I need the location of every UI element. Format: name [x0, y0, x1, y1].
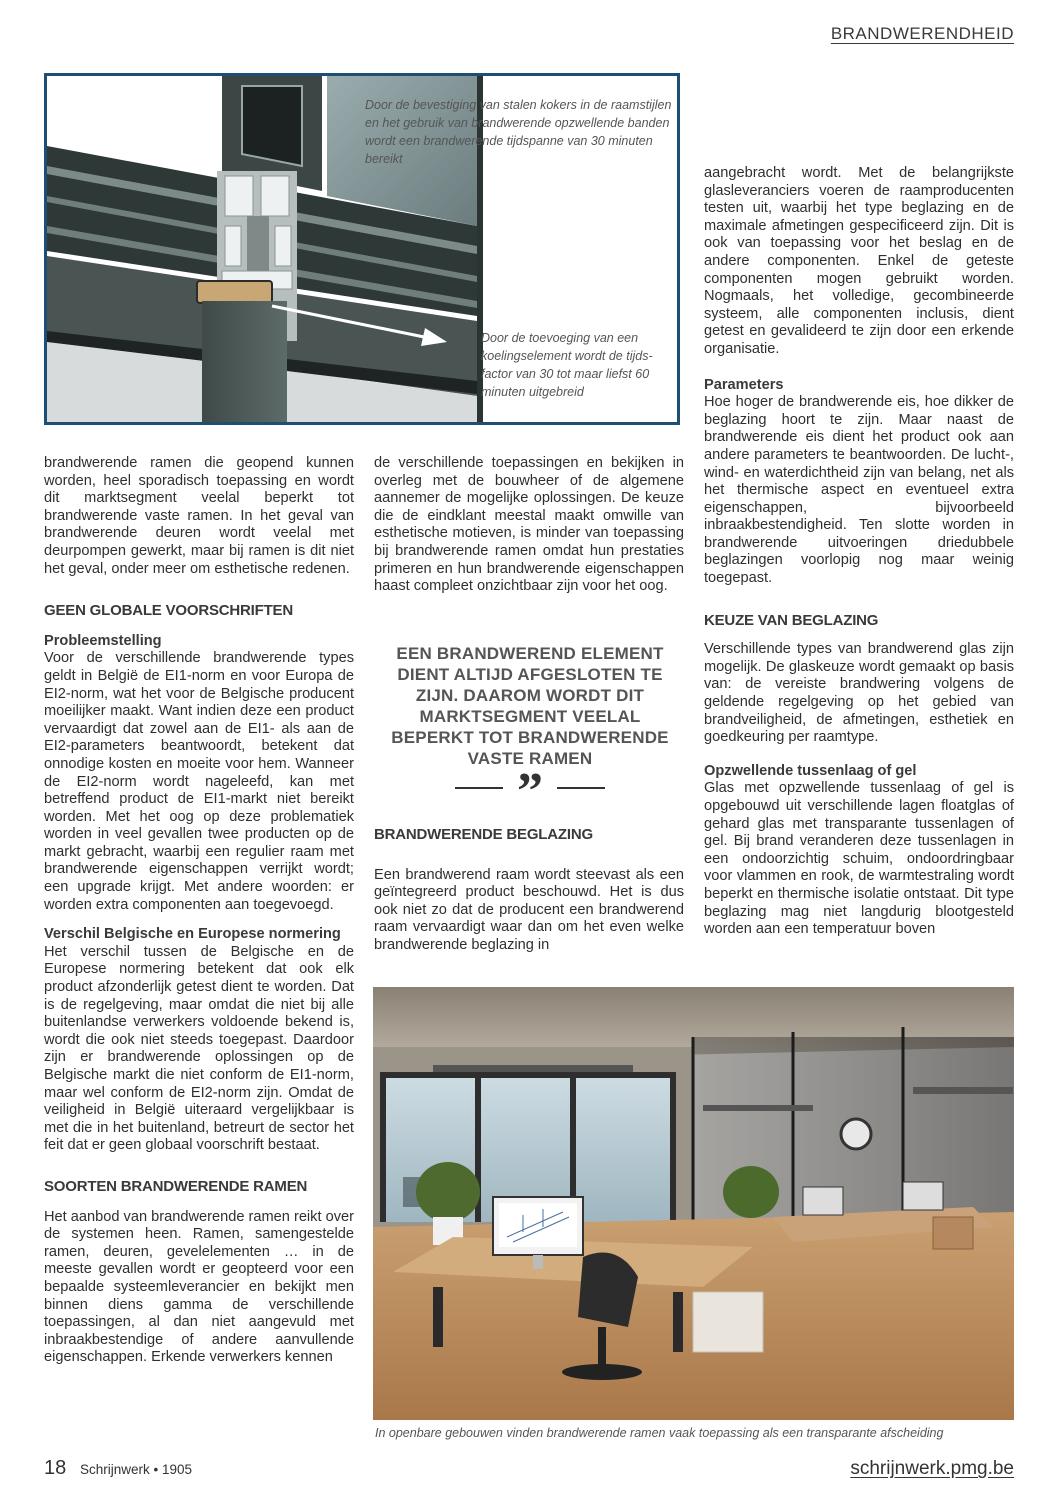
page-number: 18 [44, 1457, 67, 1479]
publication-issue: Schrijnwerk • 1905 [80, 1462, 193, 1477]
office-interior-illustration [373, 987, 1014, 1420]
paragraph: Verschillende types van brandwerend glas zijn mogelijk. De glaskeuze wordt gemaakt op basis van: de vereiste brandwering volgens de geldende regelgeving op het gebied van brandveiligheid, de afmetingen, esthetiek en goedkeuring per raamtype. [704, 641, 1014, 746]
column-2 [374, 455, 684, 596]
subheading-verschil-normering: Verschil Belgische en Europese normering [44, 926, 341, 943]
paragraph: Het verschil tussen de Belgische en de Europese normering betekent dat ook elk product afzonderlijk getest dient te worden. Dat is de regelgeving, maar omdat die niet bij alle buitenlandse verwerkers voldoende bekend is, wordt die ook niet steeds toegepast. Daardoor zijn er brandwerende oplossingen op de Belgische markt die niet conform de EI1-norm, maar wel conform de EI2-norm zijn. Omdat de veiligheid in België uiteraard vergelijkbaar is met die in het buitenland, betreurt de sector het feit dat er geen globaal voorschrift bestaat. [44, 943, 354, 1154]
paragraph: de verschillende toepassingen en bekijken in overleg met de bouwheer of de algemene aannemer de mogelijke oplossingen. De keuze die de eindklant meestal maakt omwille van esthetische motieven, is minder van toepassing bij brandwerende ramen omdat hun prestaties primeren en hun brandwerende eigenschappen haast compleet onzichtbaar zijn voor het oog. [374, 455, 684, 595]
heading-brandwerende-beglazing: BRANDWERENDE BEGLAZING [374, 826, 593, 843]
heading-keuze-van-beglazing: KEUZE VAN BEGLAZING [704, 611, 879, 629]
heading-soorten-brandwerende-ramen: SOORTEN BRANDWERENDE RAMEN [44, 1177, 308, 1195]
paragraph: Een brandwerend raam wordt steevast als een geïntegreerd product beschouwd. Het is dus ook niet zo dat de producent een brandwerend raam vervaardigt waar dan om het even welke brandwerende beglazing in [374, 866, 684, 953]
figure-caption-steel: Door de bevestiging van stalen kokers in de raamstijlen en het gebruik van brandwerende opzwellende banden wordt een brandwerende tijdspanne van 30 minuten bereikt [365, 98, 672, 166]
office-photo [373, 987, 1014, 1420]
quote-rule-right [557, 787, 605, 789]
section-label: BRANDWERENDHEID [830, 24, 1014, 43]
profile-figure [44, 73, 680, 425]
column-2-lower [374, 826, 684, 955]
paragraph: aangebracht wordt. Met de belangrijkste glasleveranciers voeren de raamproducenten testen uit, waarbij het type beglazing en de maximale afmetingen gespecificeerd zijn. Dit is ook van toepassing voor het beslag en de andere componenten. Enkel de geteste componenten mogen gebruikt worden. Nogmaals, het volledige, gecombineerde systeem, alle componenten inclusis, dient getest en gevalideerd te zijn door een erkende organisatie. [704, 165, 1014, 357]
column-3 [704, 165, 1014, 939]
heading-geen-globale-voorschriften: GEEN GLOBALE VOORSCHRIFTEN [44, 602, 293, 620]
subheading-opzwellende-tussenlaag: Opzwellende tussenlaag of gel [704, 762, 917, 779]
figure-caption-cooling: Door de toevoeging van een koelingselement wordt de tijds-factor van 30 tot maar liefst 60 minuten uitgebreid [481, 331, 653, 399]
subheading-probleemstelling: Probleemstelling [44, 632, 162, 649]
paragraph: Glas met opzwellende tussenlaag of gel is opgebouwd uit verschillende lagen floatglas of gehard glas met transparante tussenlagen of gel. Bij brand veranderen deze tussenlagen in een ondoorzichtig schuim, ondoordringbaar voor vlammen en rook, de warmtestraling wordt beperkt en thermische isolatie ontstaat. Dit type beglazing mag niet langdurig blootgesteld worden aan een temperatuur boven [704, 780, 1014, 938]
column-1 [44, 455, 354, 1367]
paragraph: Het aanbod van brandwerende ramen reikt over de systemen heen. Ramen, samengestelde ramen, deuren, gevelelementen … in de meeste gevallen wordt er geopteerd voor een bepaalde systeemleverancier en bekijkt men binnen diens gamma de verschillende toepassingen, al dan niet aangevuld met inbraakbestendige of andere aanvullende eigenschappen. Erkende verwerkers kennen [44, 1208, 354, 1366]
photo-caption: In openbare gebouwen vinden brandwerende ramen vaak toepassing als een transparante afscheiding [375, 1426, 944, 1440]
pull-quote: EEN BRANDWEREND ELEMENT DIENT ALTIJD AFGESLOTEN TE ZIJN. DAAROM WORDT DIT MARKTSEGMENT VEELAL BEPERKT TOT BRANDWERENDE VASTE RAMEN [391, 644, 669, 768]
paragraph: Hoe hoger de brandwerende eis, hoe dikker de beglazing hoort te zijn. Maar naast de brandwerende eis dient het product ook aan andere parameters te beantwoorden. De lucht-, wind- en waterdichtheid zijn van belang, net als het thermische aspect en eventueel extra eigenschappen, bijvoorbeeld inbraakbestendigheid. Ten slotte worden in brandwerende uitvoeringen driedubbele beglazingen voorlopig nog maar weinig toegepast. [704, 394, 1014, 587]
quote-mark-icon: ” [517, 763, 543, 820]
quote-rule-left [455, 787, 503, 789]
subheading-parameters: Parameters [704, 376, 784, 393]
website-link[interactable]: schrijnwerk.pmg.be [850, 1458, 1014, 1479]
paragraph: Voor de verschillende brandwerende types geldt in België de EI1-norm en voor Europa de EI2-norm, wat het voor de Belgische producent moeilijker maakt. Want indien deze een product vervaardigt dat zowel aan de EI1- als aan de EI2-parameters beantwoordt, betekent dat onnodige kosten en moeite voor hem. Wanneer de EI2-norm wordt nageleefd, kan met betreffend product de EI1-markt niet bereikt worden. Met het oog op deze problematiek worden in veel gevallen twee producten op de markt gebracht, waarbij een regulier raam met brandwerende eigenschappen verrijkt wordt; een upgrade krijgt. Met andere woorden: er worden extra componenten aan toegevoegd. [44, 650, 354, 913]
paragraph: brandwerende ramen die geopend kunnen worden, heel sporadisch toepassing en wordt dit marktsegment veelal beperkt tot brandwerende vaste ramen. In het geval van brandwerende deuren wordt veelal met deurpompen gewerkt, maar bij ramen is dit niet het geval, onder meer om esthetische redenen. [44, 455, 354, 577]
